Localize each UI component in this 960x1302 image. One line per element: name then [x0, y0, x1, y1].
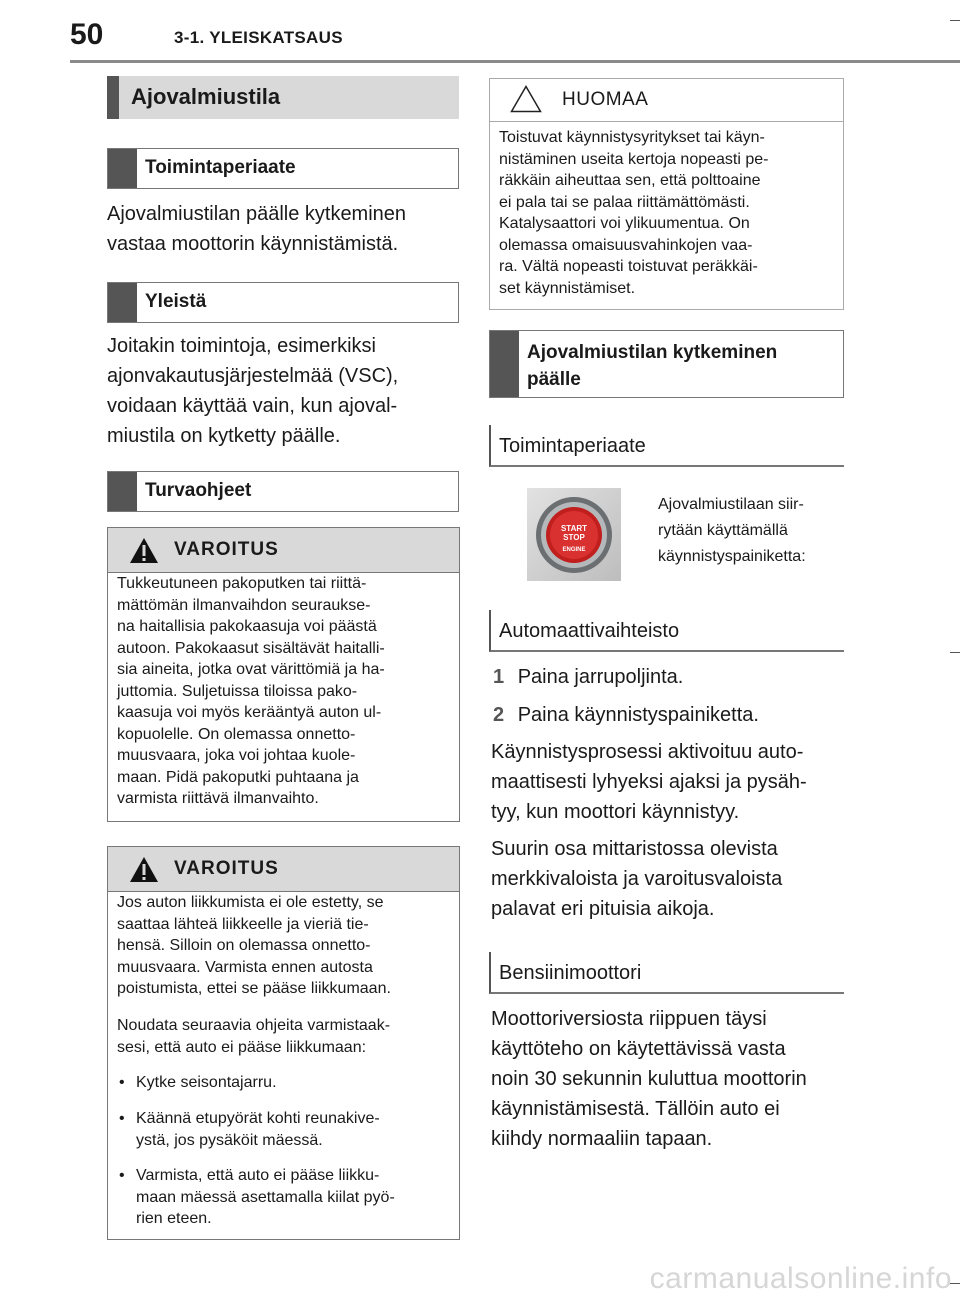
warning-header	[108, 847, 459, 892]
text-line: kaasuja voi myös kerääntyä auton ul-	[117, 704, 382, 721]
text-line: käynnistämisestä. Tällöin auto ei	[491, 1098, 780, 1120]
page-number: 50	[70, 18, 104, 51]
text-line: tyy, kun moottori käynnistyy.	[491, 801, 740, 823]
subheading-label: Turvaohjeet	[145, 480, 252, 501]
text-line: noin 30 sekunnin kuluttua moottorin	[491, 1068, 807, 1090]
start-stop-button-image	[527, 488, 621, 581]
text-line: käynnistyspainiketta:	[658, 548, 806, 565]
subheading-yleista	[107, 282, 459, 323]
text-line: maan. Pidä pakoputki puhtaana ja	[117, 768, 359, 786]
text-line: ei pala tai se palaa riittämättömästi.	[499, 193, 750, 211]
text-line: voidaan käyttää vain, kun ajoval-	[107, 395, 398, 417]
button-text-start: START	[560, 524, 588, 533]
subheading-kytkeminen	[489, 330, 844, 398]
text-line: Jos auton liikkumista ei ole estetty, se	[117, 894, 384, 911]
text-line: saattaa lähteä liikkeelle ja vieriä tie-	[117, 915, 369, 933]
warning-text	[117, 573, 451, 810]
text-line: muusvaara. Varmista ennen autosta	[117, 958, 373, 976]
paragraph-engine	[491, 1004, 807, 1154]
subheading-label: Toimintaperiaate	[145, 157, 296, 178]
list-item	[117, 1165, 451, 1230]
crop-mark	[950, 20, 960, 21]
warning-paragraph	[117, 892, 451, 1000]
text-line: käyttöteho on käytettävissä vasta	[491, 1038, 786, 1060]
warning-triangle-icon	[129, 537, 159, 564]
h3-label: Toimintaperiaate	[499, 435, 646, 457]
button-text-stop: STOP	[563, 533, 585, 542]
text-line: olemassa omaisuusvahinkojen vaa-	[499, 236, 753, 254]
text-line: na haitallisia pakokaasuja voi päästä	[117, 618, 377, 635]
step-1	[493, 662, 683, 692]
text-line: • Käännä etupyörät kohti reunakive-	[136, 1110, 380, 1127]
warning-triangle-icon	[129, 856, 159, 883]
text-line: Toistuvat käynnistysyritykset tai käyn-	[499, 129, 765, 146]
paragraph-indicators	[491, 834, 782, 924]
button-text-engine: ENGINE	[562, 547, 586, 553]
main-heading	[107, 76, 459, 119]
text-line: ystä, jos pysäköit mäessä.	[136, 1131, 323, 1149]
text-line: palavat eri pituisia aikoja.	[491, 898, 715, 920]
main-heading-label: Ajovalmiustila	[131, 84, 281, 109]
divider	[490, 121, 843, 122]
text-line: Moottoriversiosta riippuen täysi	[491, 1008, 767, 1030]
note-box	[489, 78, 844, 310]
subheading-turvaohjeet	[107, 471, 459, 512]
text-line: maan mäessä asettamalla kiilat pyö-	[136, 1188, 395, 1206]
text-line: sia aineita, jotka ovat värittömiä ja ha-	[117, 661, 385, 678]
section-title: 3-1. YLEISKATSAUS	[174, 28, 343, 47]
text-line: Ajovalmiustilaan siir-	[658, 496, 804, 513]
text-line: Suurin osa mittaristossa olevista	[491, 838, 778, 860]
step-text: Paina käynnistyspainiketta.	[517, 704, 759, 726]
text-line: Katalysaattori voi ylikuumentua. On	[499, 215, 750, 232]
warning-title: VAROITUS	[174, 539, 279, 560]
text-line: räkkäin aiheuttaa sen, että polttoaine	[499, 172, 761, 189]
image-caption	[658, 492, 806, 570]
caution-outline-icon	[510, 85, 542, 113]
text-line: nistäminen useita kertoja nopeasti pe-	[499, 150, 769, 168]
text-line: maattisesti lyhyeksi ajaksi ja pysäh-	[491, 771, 807, 793]
paragraph-start-process	[491, 737, 807, 827]
text-line: Joitakin toimintoja, esimerkiksi	[107, 335, 376, 357]
h3-bensiinimoottori	[489, 952, 844, 994]
text-line: set käynnistämiset.	[499, 279, 636, 297]
text-line: kiihdy normaaliin tapaan.	[491, 1128, 713, 1150]
text-line: Tukkeutuneen pakoputken tai riittä-	[117, 575, 367, 592]
text-line: juttomia. Suljetuissa tiloissa pako-	[117, 682, 358, 700]
header-rule	[70, 60, 960, 63]
watermark-text: carmanualsonline.info	[649, 1262, 952, 1295]
text-line: Noudata seuraavia ohjeita varmistaak-	[117, 1017, 391, 1034]
text-line: päälle	[527, 369, 581, 390]
text-line: vastaa moottorin käynnistämistä.	[107, 233, 399, 255]
step-text: Paina jarrupoljinta.	[517, 666, 684, 688]
text-line: Ajovalmiustilan kytkeminen	[527, 342, 778, 363]
paragraph-yleista	[107, 331, 467, 451]
text-line: muusvaara, joka voi johtaa kuole-	[117, 747, 356, 764]
text-line: autoon. Pakokaasut sisältävät haitalli-	[117, 639, 385, 657]
text-line: mättömän ilmanvaihdon seurаukse-	[117, 596, 371, 614]
warning-box-exhaust	[107, 527, 460, 822]
crop-mark	[950, 652, 960, 653]
subheading-label	[527, 339, 777, 393]
warning-title: VAROITUS	[174, 858, 279, 879]
subheading-toimintaperiaate	[107, 148, 459, 189]
h3-automaattivaihteisto	[489, 610, 844, 652]
step-number: 1	[493, 666, 505, 688]
text-line: ajonvakautusjärjestelmää (VSC),	[107, 365, 399, 387]
text-line: merkkivaloista ja varoitusvaloista	[491, 868, 783, 890]
text-line: • Kytke seisontajarru.	[136, 1074, 277, 1091]
text-line: hensä. Silloin on olemassa onnetto-	[117, 937, 371, 954]
warning-header	[108, 528, 459, 573]
note-title: HUOMAA	[562, 89, 649, 110]
warning-paragraph	[117, 1015, 451, 1058]
h3-toimintaperiaate	[489, 425, 844, 467]
start-stop-button-icon	[527, 488, 621, 581]
note-text	[499, 127, 835, 299]
text-line: Ajovalmiustilan päälle kytkeminen	[107, 203, 407, 225]
text-line: Käynnistysprosessi aktivoituu auto-	[491, 741, 804, 763]
text-line: ra. Vältä nopeasti toistuvat peräkkäi-	[499, 258, 758, 275]
text-line: varmista riittävä ilmanvaihto.	[117, 790, 319, 807]
subheading-label: Yleistä	[145, 291, 207, 312]
text-line: kopuolelle. On olemassa onnetto-	[117, 725, 356, 743]
step-number: 2	[493, 704, 505, 726]
text-line: rien eteen.	[136, 1210, 212, 1227]
text-line: • Varmista, että auto ei pääse liikku-	[136, 1167, 380, 1184]
text-line: sesi, että auto ei pääse liikkumaan:	[117, 1038, 367, 1056]
text-line: miustila on kytketty päälle.	[107, 425, 341, 447]
warning-box-rolling	[107, 846, 460, 1240]
list-item	[117, 1072, 451, 1094]
paragraph-intro	[107, 199, 467, 259]
list-item	[117, 1108, 451, 1151]
text-line: poistumista, ettei se pääse liikkumaan.	[117, 980, 391, 997]
step-2	[493, 700, 759, 730]
h3-label: Bensiinimoottori	[499, 962, 642, 984]
h3-label: Automaattivaihteisto	[499, 620, 680, 642]
text-line: rytään käyttämällä	[658, 522, 788, 539]
